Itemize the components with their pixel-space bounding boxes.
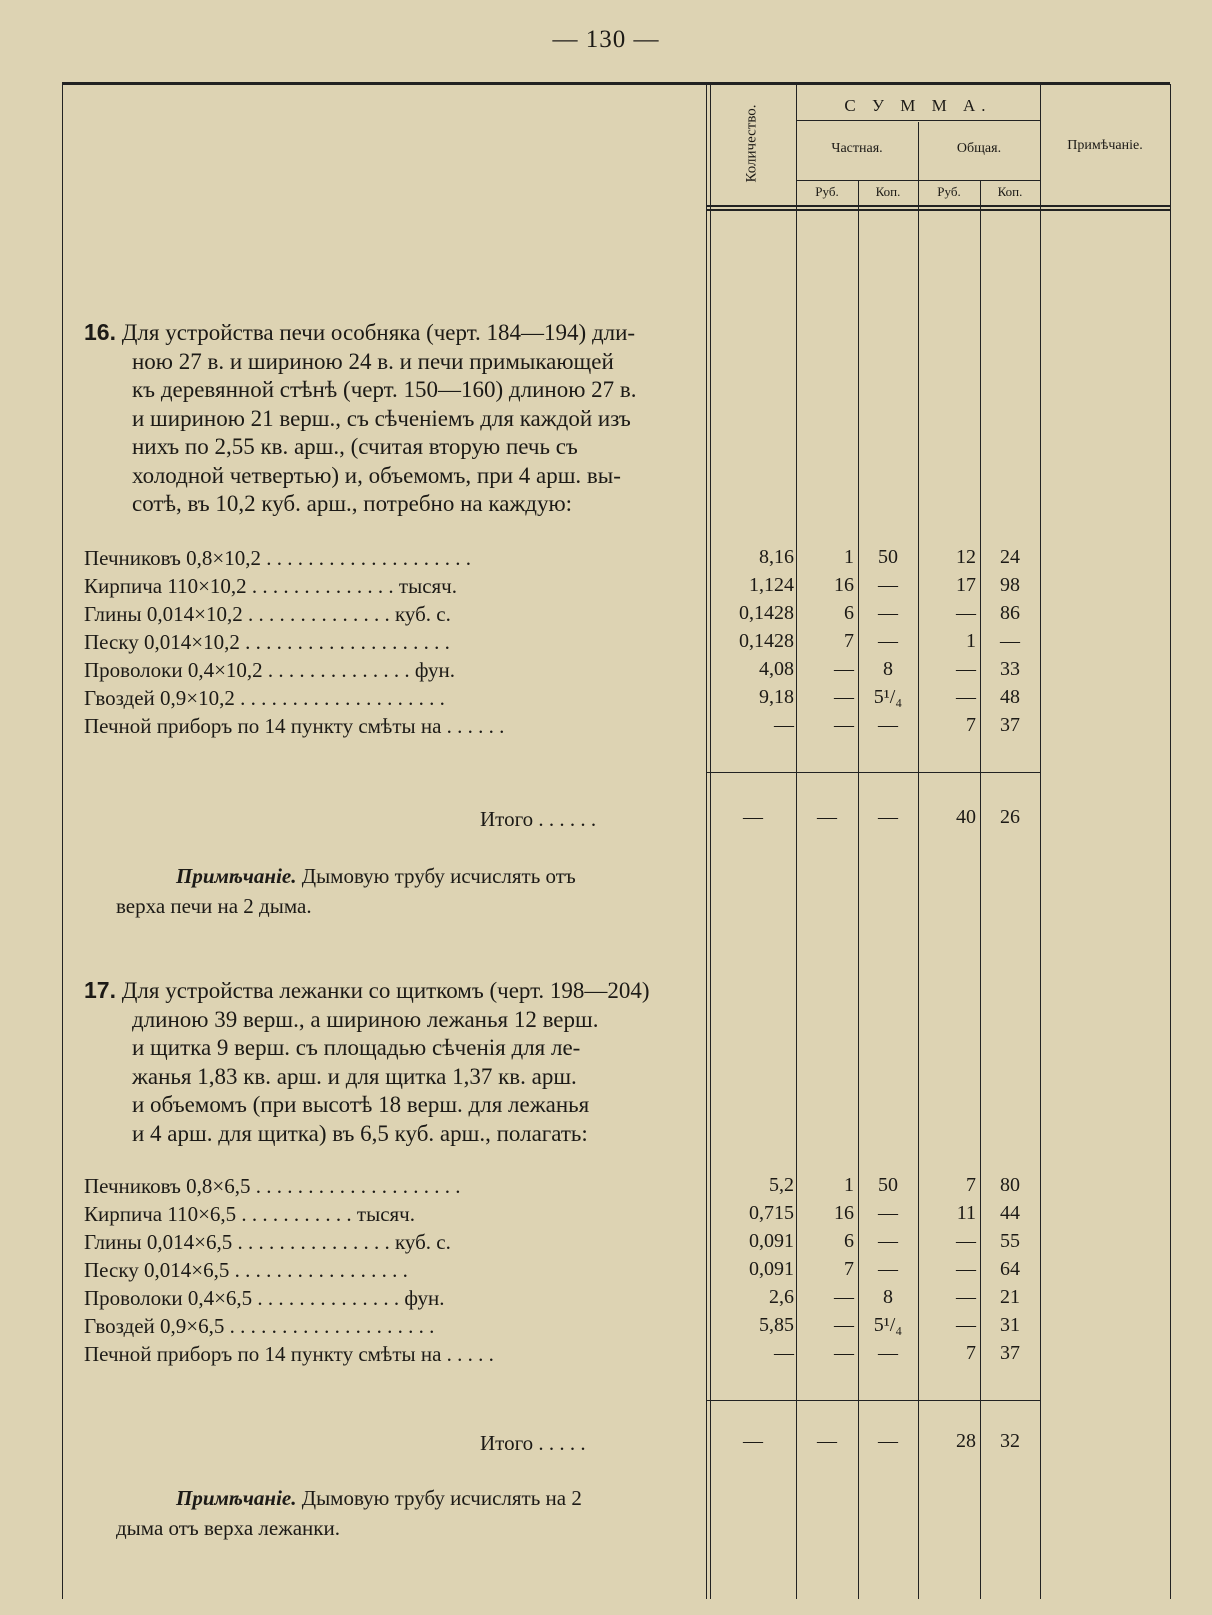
- item-qty-cell: 0,715: [749, 1202, 794, 1224]
- section16-total-qty: —: [743, 806, 763, 828]
- item-t-k-cell: 86: [1000, 602, 1020, 624]
- section16-note: [176, 861, 576, 891]
- item-t-k-cell: 80: [1000, 1174, 1020, 1196]
- section16-total-rule: [706, 772, 1040, 773]
- section17-total-rule: [706, 1400, 1040, 1401]
- left-border: [62, 84, 63, 1599]
- section17-line: жанья 1,83 кв. арш. и для щитка 1,37 кв. арш.: [132, 1063, 577, 1089]
- item-qty-cell: 9,18: [759, 686, 794, 708]
- item-label: Печной приборъ по 14 пункту смѣты на . . . . .: [84, 1342, 494, 1366]
- section16-total-prub: —: [817, 806, 837, 828]
- item-qty-cell: 0,091: [749, 1258, 794, 1280]
- item-p-r-cell: 1: [844, 1174, 854, 1196]
- section17-line: и щитка 9 верш. съ площадью сѣченія для ле-: [132, 1035, 581, 1060]
- item-qty-cell: 4,08: [759, 658, 794, 680]
- col-divider-trub: [980, 180, 981, 1599]
- item-p-r-cell: —: [834, 1342, 854, 1364]
- item-p-k-cell: —: [878, 1258, 898, 1280]
- item-t-r-cell: —: [956, 1258, 976, 1280]
- header-rub-2: Руб.: [937, 184, 961, 199]
- item-qty-cell: —: [774, 1342, 794, 1364]
- item-t-k-cell: 37: [1000, 714, 1020, 736]
- section16-note-line2: верха печи на 2 дыма.: [116, 894, 312, 918]
- item-p-k-cell: 50: [878, 1174, 898, 1196]
- item-p-r-cell: —: [834, 1286, 854, 1308]
- item-t-k-cell: 33: [1000, 658, 1020, 680]
- item-p-k-cell: —: [878, 1230, 898, 1252]
- item-p-k-cell: —: [878, 602, 898, 624]
- item-p-r-cell: 16: [834, 574, 854, 596]
- item-t-r-cell: —: [956, 1314, 976, 1336]
- section16-total-label: Итого . . . . . .: [480, 807, 597, 831]
- section16-note-text: Дымовую трубу исчислять отъ: [301, 864, 576, 888]
- col-divider-tkop: [1040, 84, 1041, 1599]
- item-label: Песку 0,014×10,2 . . . . . . . . . . . . . . . . . . . .: [84, 630, 450, 654]
- item-label: Кирпича 110×6,5 . . . . . . . . . . . тысяч.: [84, 1202, 415, 1226]
- col-divider-pkop: [918, 122, 919, 1599]
- item-qty-cell: 8,16: [759, 546, 794, 568]
- header-total: Общая.: [956, 141, 1002, 156]
- section17-total-prub: —: [817, 1430, 837, 1452]
- item-t-k-cell: —: [1000, 630, 1020, 652]
- header-note: Примѣчаніе.: [1067, 138, 1143, 153]
- section16-line: ною 27 в. и шириною 24 в. и печи примыкающей: [132, 348, 614, 374]
- item-qty-cell: 0,1428: [739, 630, 794, 652]
- col-divider-text: [706, 84, 707, 1599]
- header-kop-2: Коп.: [997, 184, 1023, 199]
- item-p-r-cell: 1: [844, 546, 854, 568]
- section17-line: и объемомъ (при высотѣ 18 верш. для лежанья: [132, 1092, 590, 1117]
- item-t-k-cell: 98: [1000, 574, 1020, 596]
- item-label: Печной приборъ по 14 пункту смѣты на . . . . . .: [84, 714, 505, 738]
- section16-total-tkop: 26: [1000, 806, 1020, 828]
- item-label: Печниковъ 0,8×10,2 . . . . . . . . . . . . . . . . . . . .: [84, 546, 471, 570]
- item-t-r-cell: 7: [966, 1174, 976, 1196]
- item-p-k-cell: —: [878, 630, 898, 652]
- item-t-k-cell: 64: [1000, 1258, 1020, 1280]
- item-t-k-cell: 48: [1000, 686, 1020, 708]
- top-rule: [62, 82, 1170, 85]
- item-p-r-cell: —: [834, 1314, 854, 1336]
- item-label: Кирпича 110×10,2 . . . . . . . . . . . . . . тысяч.: [84, 574, 457, 598]
- section16-total-pkop: —: [878, 806, 898, 828]
- section17-line: и 4 арш. для щитка) въ 6,5 куб. арш., полагать:: [132, 1120, 588, 1146]
- header-rub-1: Руб.: [815, 184, 839, 199]
- section17-total-qty: —: [743, 1430, 763, 1452]
- col-divider-prub: [858, 180, 859, 1599]
- item-p-k-cell: —: [878, 714, 898, 736]
- item-qty-cell: 5,2: [769, 1174, 794, 1196]
- item-p-r-cell: —: [834, 658, 854, 680]
- header-rule-2: [706, 209, 1170, 211]
- section17-paragraph: [84, 976, 704, 1148]
- section16-line: нихъ по 2,55 кв. арш., (считая вторую печь съ: [132, 434, 578, 459]
- item-t-r-cell: 11: [956, 1202, 976, 1224]
- item-label: Гвоздей 0,9×10,2 . . . . . . . . . . . . . . . . . . . .: [84, 686, 445, 710]
- item-t-r-cell: 1: [966, 630, 976, 652]
- item-t-k-cell: 44: [1000, 1202, 1020, 1224]
- item-p-k-cell: —: [878, 1342, 898, 1364]
- item-qty-cell: 1,124: [749, 574, 794, 596]
- section16-line: холодной четвертью) и, объемомъ, при 4 арш. вы-: [132, 462, 621, 488]
- item-p-r-cell: 7: [844, 630, 854, 652]
- item-p-r-cell: —: [834, 686, 854, 708]
- item-t-k-cell: 24: [1000, 546, 1020, 568]
- section16-line: Для устройства печи особняка (черт. 184—194) дли-: [121, 320, 636, 345]
- section16-line: сотѣ, въ 10,2 куб. арш., потребно на каждую:: [132, 491, 573, 516]
- item-t-r-cell: —: [956, 1230, 976, 1252]
- section17-total-trub: 28: [956, 1430, 976, 1452]
- section17-note-line2: дыма отъ верха лежанки.: [116, 1516, 340, 1540]
- header-kop-1: Коп.: [875, 184, 901, 199]
- col-divider-text-2: [710, 84, 711, 1599]
- header-private: Частная.: [831, 141, 883, 156]
- col-divider-qty: [796, 84, 797, 1599]
- section17-line: длиною 39 верш., а шириною лежанья 12 верш.: [132, 1006, 599, 1032]
- section17-total-tkop: 32: [1000, 1430, 1020, 1452]
- right-border: [1170, 84, 1171, 1599]
- item-qty-cell: 0,091: [749, 1230, 794, 1252]
- item-t-r-cell: 12: [956, 546, 976, 568]
- section17-total-pkop: —: [878, 1430, 898, 1452]
- item-t-r-cell: 7: [966, 1342, 976, 1364]
- section17-note: [176, 1483, 582, 1513]
- section17-total-label: Итого . . . . .: [480, 1431, 586, 1455]
- sub-rule: [796, 180, 1040, 181]
- item-t-r-cell: —: [956, 602, 976, 624]
- item-label: Печниковъ 0,8×6,5 . . . . . . . . . . . . . . . . . . . .: [84, 1174, 461, 1198]
- item-label: Проволоки 0,4×10,2 . . . . . . . . . . . . . . фун.: [84, 658, 455, 682]
- item-qty-cell: 2,6: [769, 1286, 794, 1308]
- section16-line: и шириною 21 верш., съ сѣченіемъ для каждой изъ: [132, 405, 631, 431]
- item-t-r-cell: 7: [966, 714, 976, 736]
- item-t-k-cell: 21: [1000, 1286, 1020, 1308]
- header-qty: Количество.: [743, 104, 760, 183]
- item-p-k-cell: 8: [883, 658, 893, 680]
- item-t-r-cell: 17: [956, 574, 976, 596]
- section16-line: къ деревянной стѣнѣ (черт. 150—160) длиною 27 в.: [132, 377, 637, 402]
- item-t-k-cell: 31: [1000, 1314, 1020, 1336]
- header-rule: [706, 205, 1170, 207]
- item-t-r-cell: —: [956, 1286, 976, 1308]
- item-qty-cell: 0,1428: [739, 602, 794, 624]
- item-qty-cell: 5,85: [759, 1314, 794, 1336]
- section16-note-label: Примѣчаніе.: [176, 864, 297, 888]
- item-label: Глины 0,014×6,5 . . . . . . . . . . . . . . . куб. с.: [84, 1230, 451, 1254]
- item-p-k-cell: 8: [883, 1286, 893, 1308]
- item-p-r-cell: 16: [834, 1202, 854, 1224]
- item-label: Глины 0,014×10,2 . . . . . . . . . . . . . . куб. с.: [84, 602, 451, 626]
- header-sum: С У М М А.: [844, 96, 992, 115]
- section16-total-trub: 40: [956, 806, 976, 828]
- sum-rule: [796, 120, 1040, 121]
- item-label: Гвоздей 0,9×6,5 . . . . . . . . . . . . . . . . . . . .: [84, 1314, 435, 1338]
- section16-paragraph: [84, 318, 704, 519]
- item-p-r-cell: —: [834, 714, 854, 736]
- section17-note-text: Дымовую трубу исчислять на 2: [301, 1486, 582, 1510]
- section17-line: Для устройства лежанки со щиткомъ (черт. 198—204): [121, 978, 650, 1003]
- item-label: Песку 0,014×6,5 . . . . . . . . . . . . . . . . .: [84, 1258, 408, 1282]
- item-p-k-cell: 50: [878, 546, 898, 568]
- section17-number: 17.: [84, 977, 116, 1003]
- section17-note-label: Примѣчаніе.: [176, 1486, 297, 1510]
- item-t-r-cell: —: [956, 658, 976, 680]
- item-p-k-cell: 5¹/₄: [873, 686, 903, 708]
- item-p-k-cell: —: [878, 574, 898, 596]
- item-label: Проволоки 0,4×6,5 . . . . . . . . . . . . . . фун.: [84, 1286, 445, 1310]
- item-p-r-cell: 7: [844, 1258, 854, 1280]
- item-p-k-cell: —: [878, 1202, 898, 1224]
- item-p-k-cell: 5¹/₄: [873, 1314, 903, 1336]
- section16-number: 16.: [84, 319, 116, 345]
- item-qty-cell: —: [774, 714, 794, 736]
- page-number: — 130 —: [552, 26, 660, 53]
- item-t-k-cell: 37: [1000, 1342, 1020, 1364]
- item-p-r-cell: 6: [844, 1230, 854, 1252]
- item-p-r-cell: 6: [844, 602, 854, 624]
- item-t-r-cell: —: [956, 686, 976, 708]
- item-t-k-cell: 55: [1000, 1230, 1020, 1252]
